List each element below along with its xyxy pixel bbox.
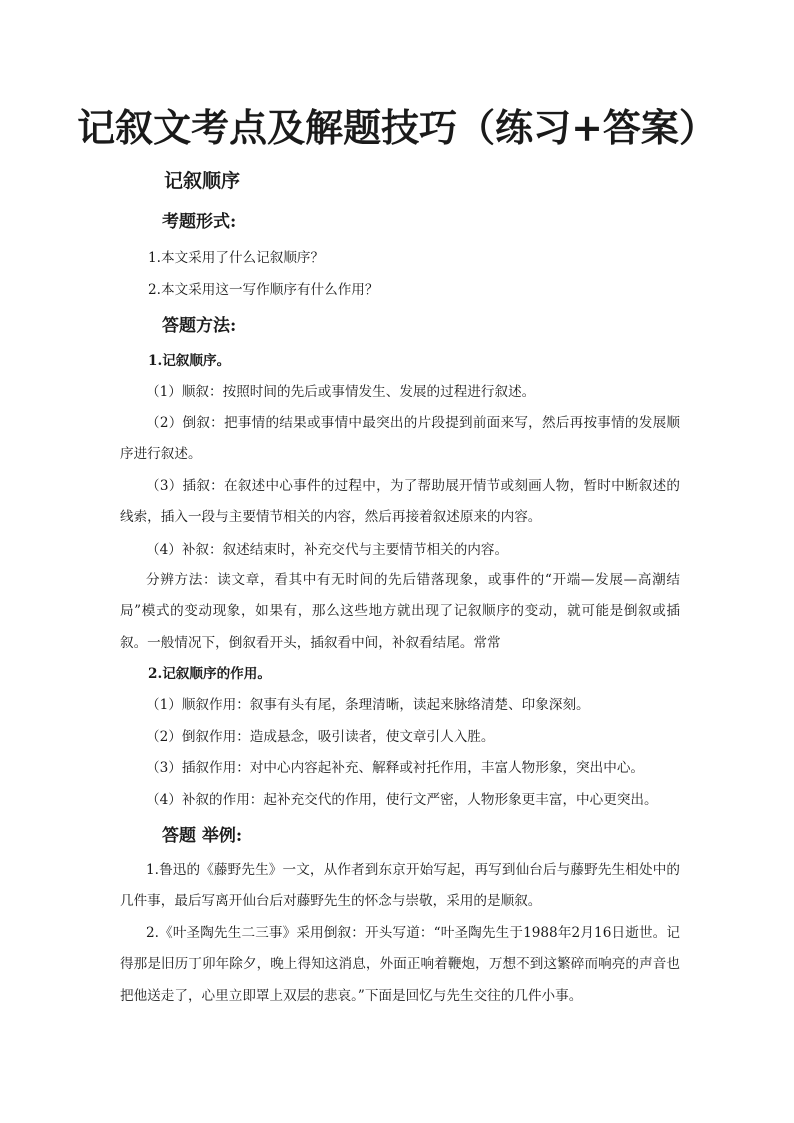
method-part1-heading: 1.记叙顺序。 <box>148 353 231 369</box>
method-shunxu: （1）顺叙：按照时间的先后或事情发生、发展的过程进行叙述。 <box>146 384 536 400</box>
method-chaxu: （3）插叙：在叙述中心事件的过程中，为了帮助展开情节或刻画人物，暂时中断叙述的线索，插入一段与主要情节相关的内容，然后再接着叙述原来的内容。 <box>120 478 680 526</box>
effect-item: （3）插叙作用：对中心内容起补充、解释或衬托作用，丰富人物形象，突出中心。 <box>146 760 645 776</box>
exam-form-item: 1.本文采用了什么记叙顺序？ <box>148 250 325 266</box>
section-heading: 记叙顺序 <box>164 170 241 192</box>
exam-forms-heading: 考题形式: <box>162 212 237 232</box>
example-2: 2.《叶圣陶先生二三事》采用倒叙：开头写道：“叶圣陶先生于1988年2月16日逝世。记得那是旧历丁卯年除夕，晚上得知这消息，外面正响着鞭炮，万想不到这繁碎而响亮的声音也把他送走了，心里立即罩上双层的悲哀。”下面是回忆与先生交往的几件小事。 <box>120 925 680 1004</box>
method-heading: 答题方法: <box>162 316 237 336</box>
method-fenbian: 分辨方法：读文章，看其中有无时间的先后错落现象，或事件的“开端—发展—高潮结局”模式的变动现象，如果有，那么这些地方就出现了记叙顺序的变动，就可能是倒叙或插叙。一般情况下，倒叙看开头，插叙看中间，补叙看结尾。常常 <box>120 572 680 651</box>
page-title: 记叙文考点及解题技巧（练习+答案） <box>77 105 717 150</box>
examples-heading: 答题 举例: <box>162 826 243 846</box>
exam-form-item: 2.本文采用这一写作顺序有什么作用？ <box>148 282 379 298</box>
effect-item: （4）补叙的作用：起补充交代的作用，使行文严密，人物形象更丰富，中心更突出。 <box>146 792 658 808</box>
method-daoxu: （2）倒叙：把事情的结果或事情中最突出的片段提到前面来写，然后再按事情的发展顺序进行叙述。 <box>120 415 680 463</box>
example-1: 1.鲁迅的《藤野先生》一文，从作者到东京开始写起，再写到仙台后与藤野先生相处中的几件事，最后写离开仙台后对藤野先生的怀念与崇敬，采用的是顺叙。 <box>120 862 680 910</box>
method-buxu: （4）补叙：叙述结束时，补充交代与主要情节相关的内容。 <box>146 542 509 558</box>
effect-item: （1）顺叙作用：叙事有头有尾，条理清晰，读起来脉络清楚、印象深刻。 <box>146 697 590 713</box>
method-part2-heading: 2.记叙顺序的作用。 <box>148 666 271 682</box>
effect-item: （2）倒叙作用：造成悬念，吸引读者，使文章引人入胜。 <box>146 729 495 745</box>
